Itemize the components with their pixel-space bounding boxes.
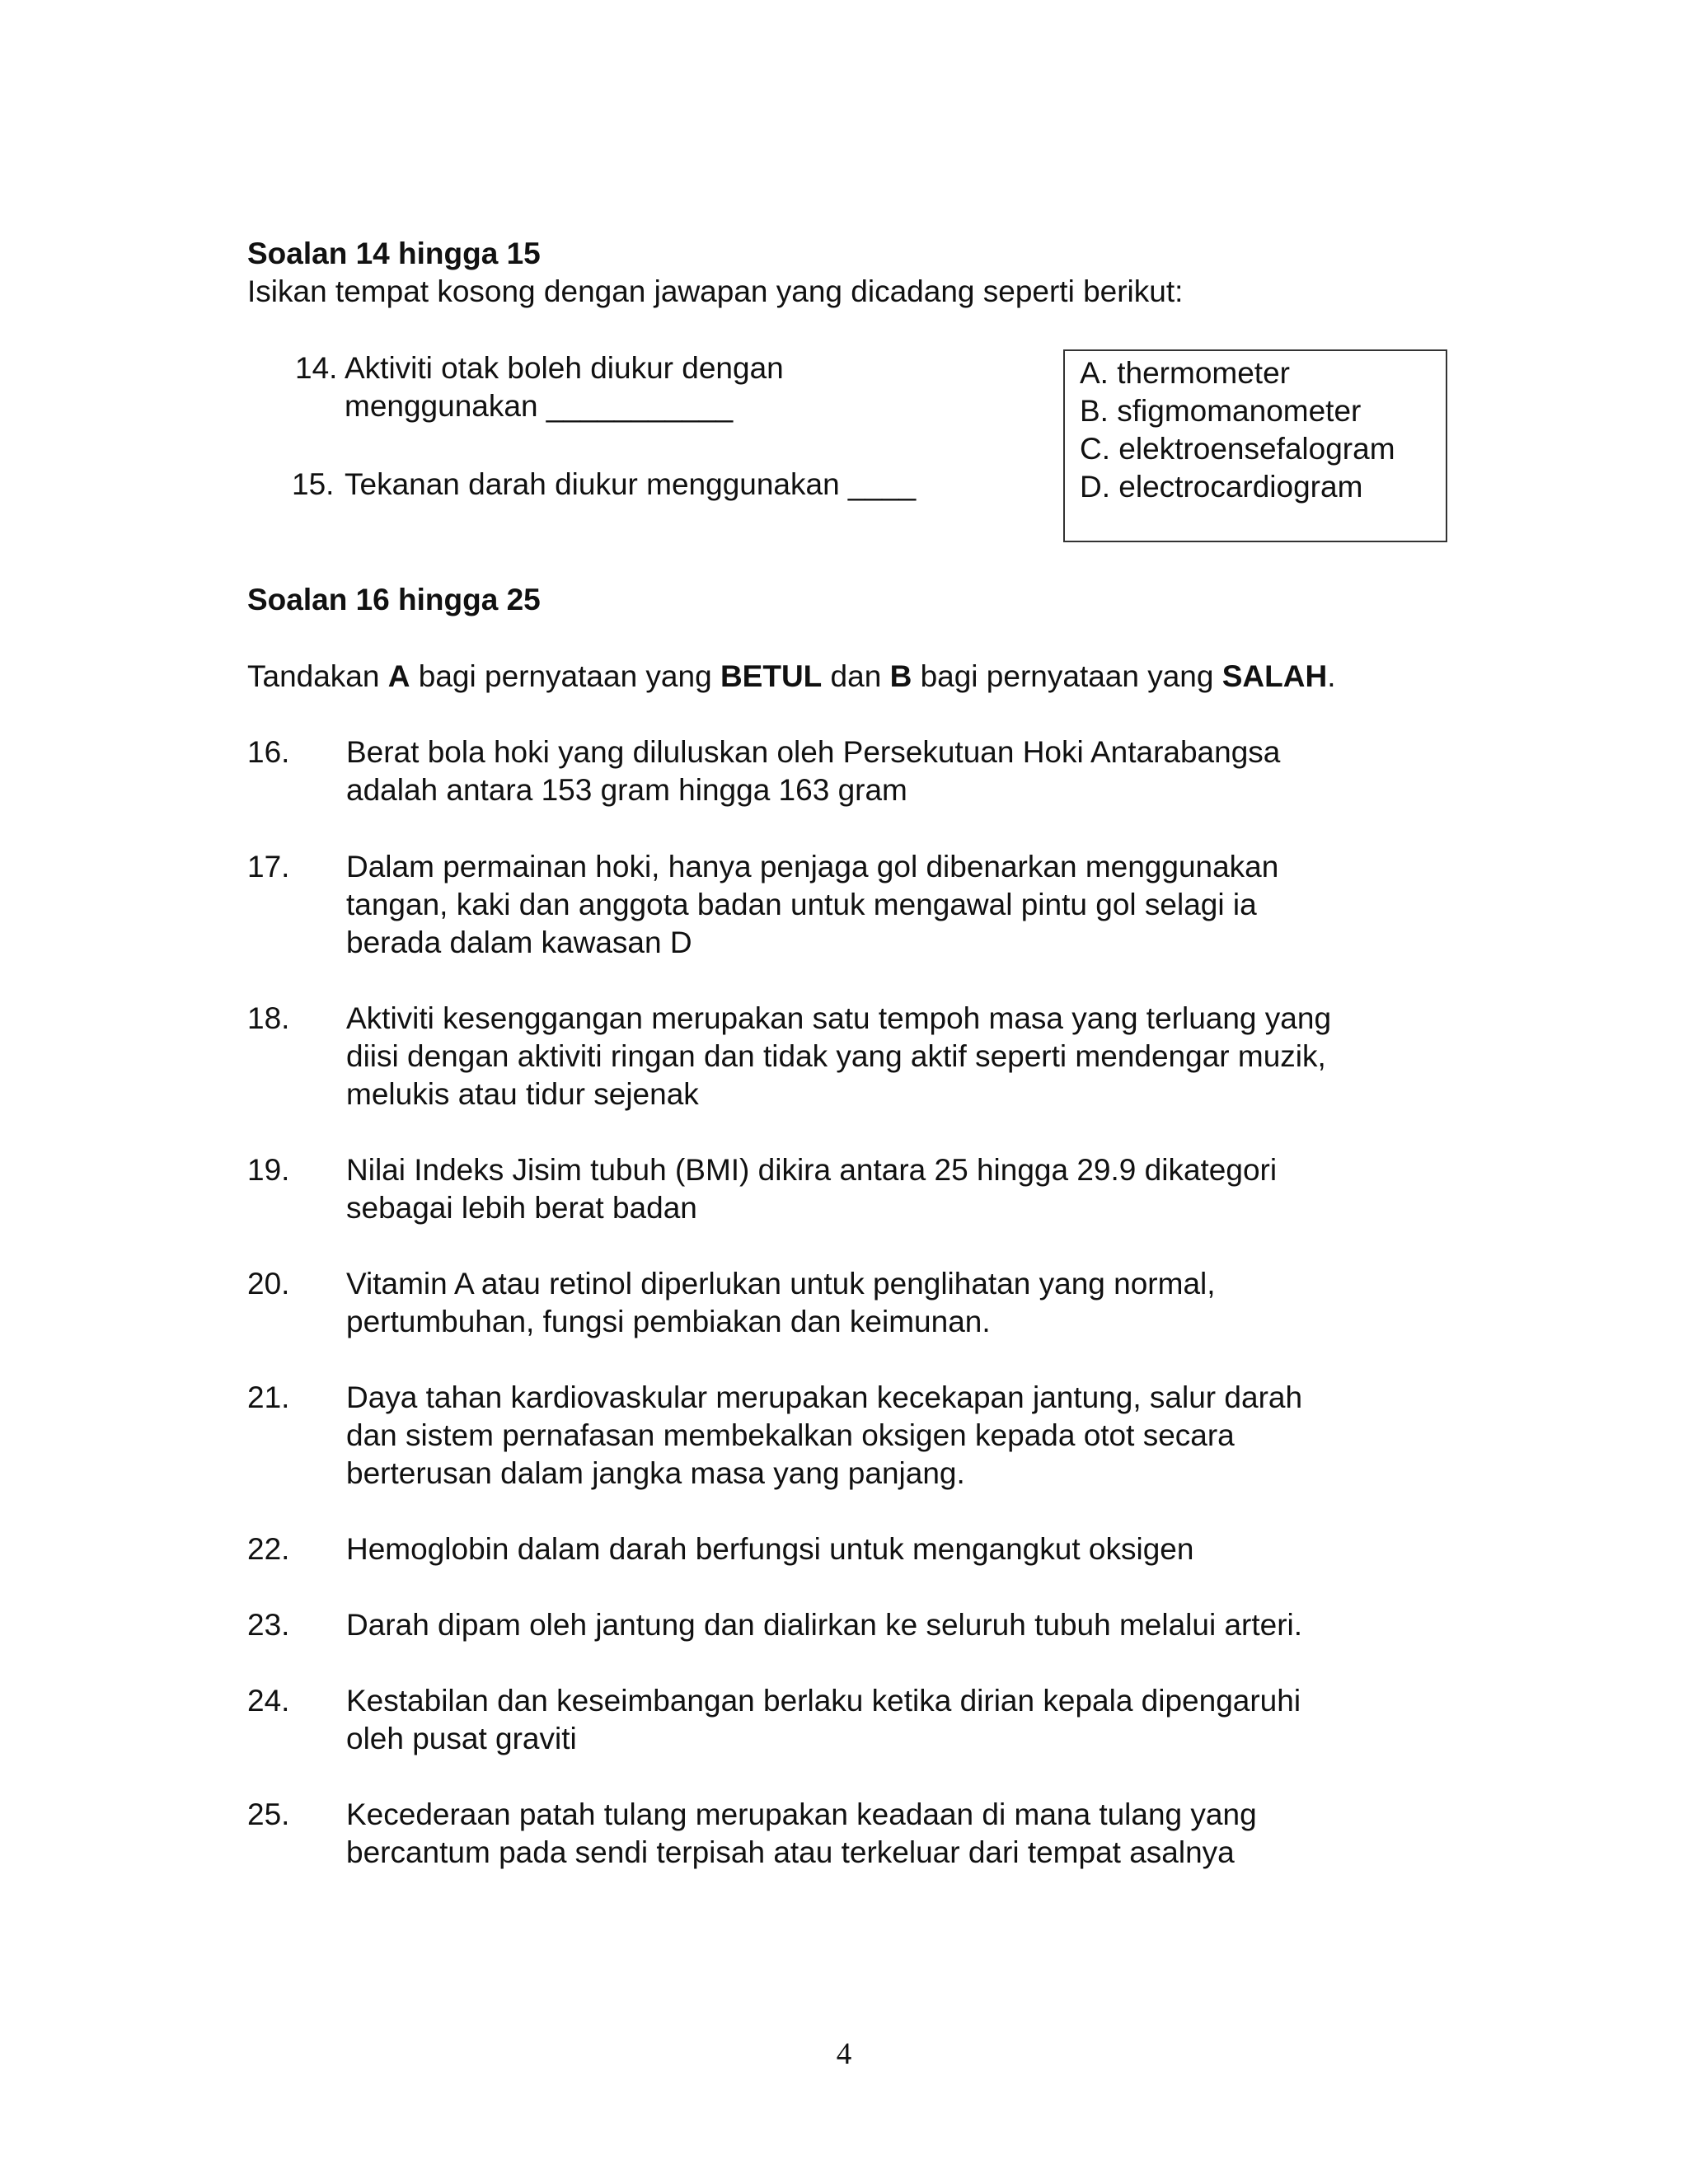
question-line: melukis atau tidur sejenak <box>346 1077 699 1111</box>
question-number: 20. <box>247 1267 290 1301</box>
question-number: 19. <box>247 1153 290 1187</box>
question-number: 16. <box>247 735 290 769</box>
question-number-14: 14. <box>295 351 338 385</box>
question-line: Berat bola hoki yang diluluskan oleh Persekutuan Hoki Antarabangsa <box>346 735 1281 769</box>
question-14-line-2: menggunakan ___________ <box>345 389 734 423</box>
question-number-15: 15. <box>292 467 335 501</box>
question-15-text: Tekanan darah diukur menggunakan ____ <box>345 467 917 501</box>
question-number: 21. <box>247 1380 290 1414</box>
question-number: 24. <box>247 1684 290 1718</box>
section-heading-14-15: Soalan 14 hingga 15 <box>247 237 541 270</box>
question-line: pertumbuhan, fungsi pembiakan dan keimunan. <box>346 1305 991 1338</box>
section-instruction-fill: Isikan tempat kosong dengan jawapan yang dicadang seperti berikut: <box>247 274 1184 308</box>
question-line: Hemoglobin dalam darah berfungsi untuk mengangkut oksigen <box>346 1532 1194 1566</box>
question-line: Vitamin A atau retinol diperlukan untuk penglihatan yang normal, <box>346 1267 1216 1301</box>
question-number: 25. <box>247 1797 290 1831</box>
option-c: C. elektroensefalogram <box>1080 432 1395 466</box>
question-line: tangan, kaki dan anggota badan untuk mengawal pintu gol selagi ia <box>346 888 1257 921</box>
question-line: bercantum pada sendi terpisah atau terkeluar dari tempat asalnya <box>346 1835 1235 1869</box>
question-number: 23. <box>247 1608 290 1642</box>
section-instruction-true-false: Tandakan A bagi pernyataan yang BETUL dan B bagi pernyataan yang SALAH. <box>247 659 1336 693</box>
option-d: D. electrocardiogram <box>1080 470 1363 504</box>
question-line: Kestabilan dan keseimbangan berlaku ketika dirian kepala dipengaruhi <box>346 1684 1301 1718</box>
question-number: 17. <box>247 850 290 883</box>
question-line: berada dalam kawasan D <box>346 926 692 959</box>
section-heading-16-25: Soalan 16 hingga 25 <box>247 583 541 616</box>
question-line: sebagai lebih berat badan <box>346 1191 697 1225</box>
question-line: Daya tahan kardiovaskular merupakan kecekapan jantung, salur darah <box>346 1380 1303 1414</box>
question-line: Kecederaan patah tulang merupakan keadaan di mana tulang yang <box>346 1797 1257 1831</box>
question-line: diisi dengan aktiviti ringan dan tidak yang aktif seperti mendengar muzik, <box>346 1039 1326 1073</box>
answer-options-box <box>1063 349 1447 542</box>
question-line: Darah dipam oleh jantung dan dialirkan ke seluruh tubuh melalui arteri. <box>346 1608 1303 1642</box>
question-line: adalah antara 153 gram hingga 163 gram <box>346 773 907 807</box>
question-number: 22. <box>247 1532 290 1566</box>
question-line: Nilai Indeks Jisim tubuh (BMI) dikira antara 25 hingga 29.9 dikategori <box>346 1153 1278 1187</box>
option-a: A. thermometer <box>1080 356 1290 390</box>
question-line: Dalam permainan hoki, hanya penjaga gol dibenarkan menggunakan <box>346 850 1279 883</box>
question-number: 18. <box>247 1001 290 1035</box>
question-line: dan sistem pernafasan membekalkan oksigen kepada otot secara <box>346 1418 1235 1452</box>
question-line: oleh pusat graviti <box>346 1722 577 1755</box>
page-number: 4 <box>836 2037 852 2071</box>
option-b: B. sfigmomanometer <box>1080 394 1362 428</box>
question-14-line-1: Aktiviti otak boleh diukur dengan <box>345 351 784 385</box>
question-line: Aktiviti kesenggangan merupakan satu tempoh masa yang terluang yang <box>346 1001 1332 1035</box>
question-line: berterusan dalam jangka masa yang panjang. <box>346 1456 965 1490</box>
